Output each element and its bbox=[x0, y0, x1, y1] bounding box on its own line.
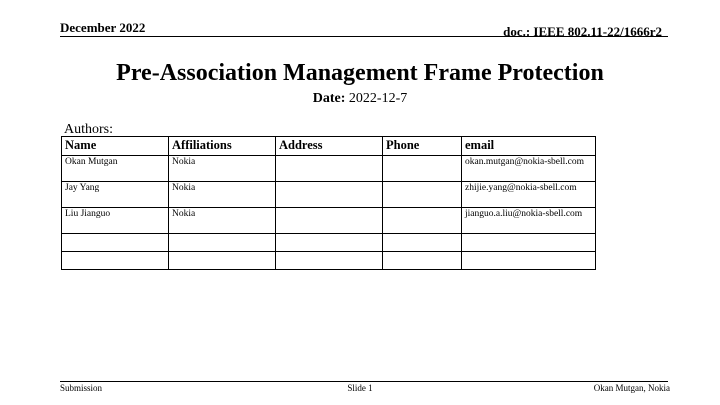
authors-table bbox=[61, 136, 596, 270]
header-divider bbox=[60, 36, 668, 37]
table-header-row bbox=[62, 137, 596, 156]
footer-slide-number: Slide 1 bbox=[347, 383, 373, 393]
cell-address bbox=[276, 182, 383, 208]
cell-affiliation bbox=[169, 252, 276, 270]
column-header-affiliations: Affiliations bbox=[169, 137, 276, 156]
cell-name: Okan Mutgan bbox=[62, 156, 169, 182]
cell-affiliation bbox=[169, 234, 276, 252]
date-label: Date: bbox=[312, 91, 346, 106]
cell-phone bbox=[383, 156, 462, 182]
cell-name bbox=[62, 252, 169, 270]
cell-phone bbox=[383, 234, 462, 252]
cell-address bbox=[276, 208, 383, 234]
cell-address bbox=[276, 252, 383, 270]
table-row bbox=[62, 252, 596, 270]
header-date: December 2022 bbox=[60, 20, 146, 35]
cell-phone bbox=[383, 182, 462, 208]
footer-author: Okan Mutgan, Nokia bbox=[593, 383, 670, 393]
table-row bbox=[62, 182, 596, 208]
slide-title: Pre-Association Management Frame Protection bbox=[116, 60, 604, 86]
cell-name: Liu Jianguo bbox=[62, 208, 169, 234]
table-row bbox=[62, 208, 596, 234]
table-row bbox=[62, 234, 596, 252]
cell-email: okan.mutgan@nokia-sbell.com bbox=[462, 156, 596, 182]
cell-phone bbox=[383, 208, 462, 234]
authors-label: Authors: bbox=[64, 122, 113, 137]
cell-email bbox=[462, 234, 596, 252]
cell-name bbox=[62, 234, 169, 252]
column-header-address: Address bbox=[276, 137, 383, 156]
table-row bbox=[62, 156, 596, 182]
cell-affiliation: Nokia bbox=[169, 182, 276, 208]
date-line bbox=[0, 91, 720, 107]
header-doc-id: doc.: IEEE 802.11-22/1666r2 bbox=[503, 24, 662, 39]
date-value: 2022-12-7 bbox=[348, 91, 408, 106]
cell-phone bbox=[383, 252, 462, 270]
cell-affiliation: Nokia bbox=[169, 208, 276, 234]
column-header-email: email bbox=[462, 137, 596, 156]
cell-name: Jay Yang bbox=[62, 182, 169, 208]
footer-submission: Submission bbox=[60, 383, 103, 393]
column-header-name: Name bbox=[62, 137, 169, 156]
column-header-phone: Phone bbox=[383, 137, 462, 156]
cell-email: jianguo.a.liu@nokia-sbell.com bbox=[462, 208, 596, 234]
cell-address bbox=[276, 234, 383, 252]
cell-affiliation: Nokia bbox=[169, 156, 276, 182]
footer-divider bbox=[60, 381, 668, 382]
cell-email: zhijie.yang@nokia-sbell.com bbox=[462, 182, 596, 208]
cell-email bbox=[462, 252, 596, 270]
cell-address bbox=[276, 156, 383, 182]
